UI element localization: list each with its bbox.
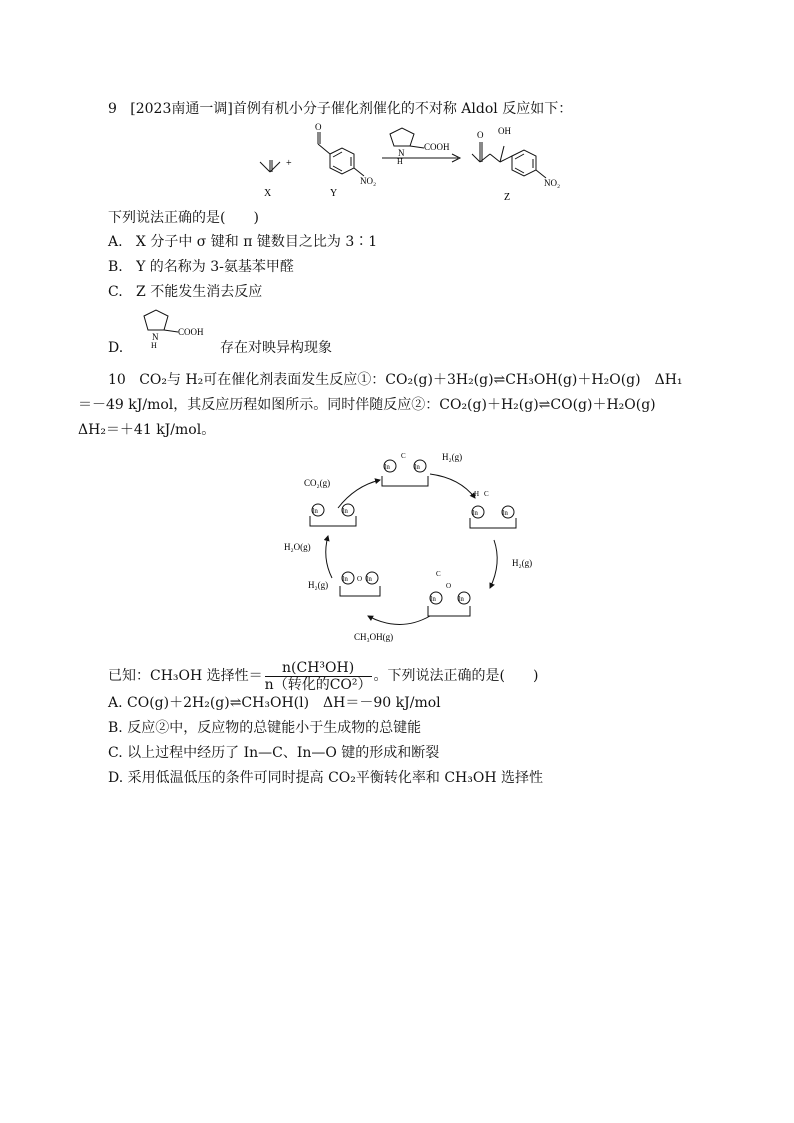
q9-option-a-text: X 分子中 σ 键和 π 键数目之比为 3∶1 [135,234,378,250]
plus-sign: + [286,158,292,169]
in-atom-9: In [312,507,318,515]
catalyst-n: N [398,148,405,158]
in-atom-4: In [502,509,508,517]
q10-line1-text: CO₂与 H₂可在催化剂表面发生反应①：CO₂(g)＋3H₂(g)⇌CH₃OH(g)＋H₂O(g) ΔH₁ [139,372,683,388]
in-atom-1: In [384,463,390,471]
proline-cooh: COOH [178,327,204,337]
q10-known-suffix: 。下列说法正确的是( ) [373,668,539,684]
catalyst-h: H [397,157,403,166]
c-atom-right: C [484,490,489,498]
q10-line3: ΔH₂＝＋41 kJ/mol。 [78,422,216,438]
q9-stem: 首例有机小分子催化剂催化的不对称 Aldol 反应如下： [232,101,573,117]
q10-line2: ＝－49 kJ/mol，其反应历程如图所示。同时伴随反应②：CO₂(g)＋H₂(g)⇌CO(g)＋H₂O(g) [78,397,656,413]
fraction-den-n: n [264,676,274,693]
co2-label: CO₂(g) [304,478,331,488]
z-oh: OH [498,126,511,136]
o-atom-left: O [357,575,363,583]
ch3oh-label: CH₃OH(g) [354,632,394,642]
catalyst-cooh: COOH [424,142,450,152]
q9-option-d-text: 存在对映异构现象 [220,340,332,356]
fraction-denominator [265,677,372,693]
q9-number: 9 [108,101,117,117]
o-atom-lower: O [446,582,452,590]
q9-option-d[interactable] [108,338,123,358]
y-no2: NO₂ [360,176,377,186]
c-atom-lower: C [436,570,441,578]
fraction-numerator: n(CH³OH) [265,660,372,677]
in-atom-6: In [458,595,464,603]
fraction-den-rest: （转化的CO²） [273,676,372,693]
h2-left-label: H₂(g) [308,580,329,590]
q9-reaction-scheme [250,120,580,205]
q9-prompt: 下列说法正确的是( ) [108,210,259,226]
q9-option-c-text: Z 不能发生消去反应 [136,284,263,300]
c-atom-top: C [401,452,406,460]
in-atom-5: In [430,595,436,603]
q9-option-b-letter: B. [108,259,123,275]
q10-option-b[interactable]: B. 反应②中，反应物的总键能小于生成物的总键能 [108,720,422,736]
cho-oxygen: O [315,122,322,132]
q10-known [108,658,538,694]
q9-option-c[interactable] [108,282,262,302]
reaction-cycle-diagram [270,448,550,648]
q9-option-b[interactable] [108,257,294,277]
q10-line1 [108,370,683,390]
q10-known-prefix: 已知：CH₃OH 选择性＝ [108,668,263,684]
h2-right-label: H₂(g) [512,558,533,568]
q10-number: 10 [108,372,126,388]
in-atom-3: In [472,509,478,517]
h2o-label: H₂O(g) [284,542,311,552]
q9-header [108,99,572,119]
z-no2: NO₂ [544,178,561,188]
in-atom-2: In [414,463,420,471]
q9-option-a[interactable] [108,232,377,252]
q9-option-d-letter: D. [108,340,124,356]
selectivity-fraction [265,660,372,693]
in-atom-7: In [342,575,348,583]
h-atom-right: H [474,490,480,498]
in-atom-8: In [366,575,372,583]
proline-structure [130,306,220,352]
q9-option-b-text: Y 的名称为 3-氨基苯甲醛 [136,259,294,275]
q9-source: [2023南通一调] [130,101,233,117]
proline-n: N [152,332,159,342]
label-z: Z [504,192,511,203]
in-atom-10: In [342,507,348,515]
proline-h: H [151,341,157,350]
label-y: Y [330,188,338,199]
q9-option-a-letter: A. [108,234,123,250]
label-x: X [264,188,272,199]
z-ketone-o: O [477,130,484,140]
h2-top-label: H₂(g) [442,452,463,462]
q10-option-d[interactable]: D. 采用低温低压的条件可同时提高 CO₂平衡转化率和 CH₃OH 选择性 [108,770,543,786]
q10-option-a[interactable]: A. CO(g)＋2H₂(g)⇌CH₃OH(l) ΔH＝－90 kJ/mol [108,695,441,711]
q9-option-c-letter: C. [108,284,123,300]
q10-option-c[interactable]: C. 以上过程中经历了 In—C、In—O 键的形成和断裂 [108,745,440,761]
